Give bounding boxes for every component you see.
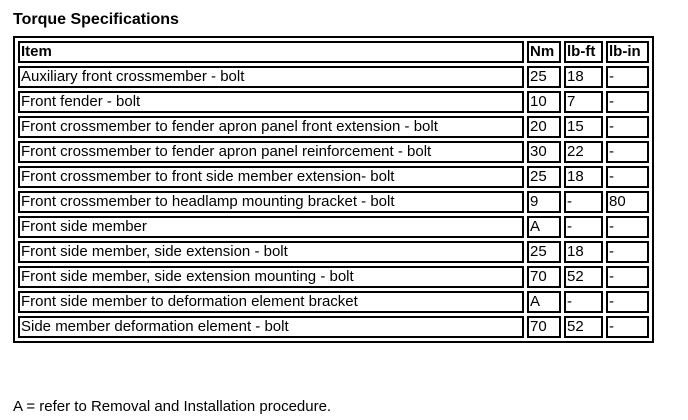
cell-lbft: - bbox=[564, 291, 603, 313]
header-lbin: lb-in bbox=[606, 41, 649, 63]
cell-lbin: 80 bbox=[606, 191, 649, 213]
table-row bbox=[18, 66, 649, 88]
header-item: Item bbox=[18, 41, 524, 63]
cell-nm: 25 bbox=[527, 166, 561, 188]
cell-lbin: - bbox=[606, 291, 649, 313]
cell-item: Front crossmember to fender apron panel front extension - bolt bbox=[18, 116, 524, 138]
cell-nm: 70 bbox=[527, 266, 561, 288]
cell-nm: 10 bbox=[527, 91, 561, 113]
cell-lbft: - bbox=[564, 191, 603, 213]
cell-nm: A bbox=[527, 216, 561, 238]
cell-lbft: 18 bbox=[564, 166, 603, 188]
cell-lbin: - bbox=[606, 141, 649, 163]
header-lbft: lb-ft bbox=[564, 41, 603, 63]
cell-lbft: 15 bbox=[564, 116, 603, 138]
table-row bbox=[18, 241, 649, 263]
cell-item: Front side member, side extension - bolt bbox=[18, 241, 524, 263]
cell-lbin: - bbox=[606, 166, 649, 188]
cell-item: Front crossmember to front side member extension- bolt bbox=[18, 166, 524, 188]
cell-item: Front side member bbox=[18, 216, 524, 238]
table-row bbox=[18, 316, 649, 338]
cell-nm: A bbox=[527, 291, 561, 313]
cell-lbft: 52 bbox=[564, 266, 603, 288]
table-row bbox=[18, 191, 649, 213]
cell-lbft: 52 bbox=[564, 316, 603, 338]
cell-item: Side member deformation element - bolt bbox=[18, 316, 524, 338]
cell-lbft: 18 bbox=[564, 241, 603, 263]
cell-item: Front crossmember to fender apron panel reinforcement - bolt bbox=[18, 141, 524, 163]
cell-lbin: - bbox=[606, 116, 649, 138]
cell-lbin: - bbox=[606, 266, 649, 288]
table-row bbox=[18, 166, 649, 188]
page-title: Torque Specifications bbox=[13, 11, 179, 28]
cell-lbin: - bbox=[606, 216, 649, 238]
cell-lbin: - bbox=[606, 241, 649, 263]
cell-lbft: 7 bbox=[564, 91, 603, 113]
cell-nm: 25 bbox=[527, 66, 561, 88]
cell-lbin: - bbox=[606, 316, 649, 338]
cell-lbin: - bbox=[606, 66, 649, 88]
cell-nm: 25 bbox=[527, 241, 561, 263]
cell-nm: 70 bbox=[527, 316, 561, 338]
table-row bbox=[18, 266, 649, 288]
cell-lbin: - bbox=[606, 91, 649, 113]
cell-nm: 9 bbox=[527, 191, 561, 213]
cell-nm: 20 bbox=[527, 116, 561, 138]
cell-item: Front side member, side extension mounting - bolt bbox=[18, 266, 524, 288]
table-row bbox=[18, 116, 649, 138]
table-header-row bbox=[18, 41, 649, 63]
cell-item: Auxiliary front crossmember - bolt bbox=[18, 66, 524, 88]
table-row bbox=[18, 291, 649, 313]
header-nm: Nm bbox=[527, 41, 561, 63]
cell-lbft: - bbox=[564, 216, 603, 238]
cell-item: Front crossmember to headlamp mounting bracket - bolt bbox=[18, 191, 524, 213]
table-row bbox=[18, 141, 649, 163]
torque-spec-table bbox=[13, 36, 654, 343]
cell-nm: 30 bbox=[527, 141, 561, 163]
table-row bbox=[18, 216, 649, 238]
cell-lbft: 22 bbox=[564, 141, 603, 163]
footnote: A = refer to Removal and Installation procedure. bbox=[13, 398, 332, 415]
table-row bbox=[18, 91, 649, 113]
cell-item: Front side member to deformation element bracket bbox=[18, 291, 524, 313]
cell-lbft: 18 bbox=[564, 66, 603, 88]
cell-item: Front fender - bolt bbox=[18, 91, 524, 113]
